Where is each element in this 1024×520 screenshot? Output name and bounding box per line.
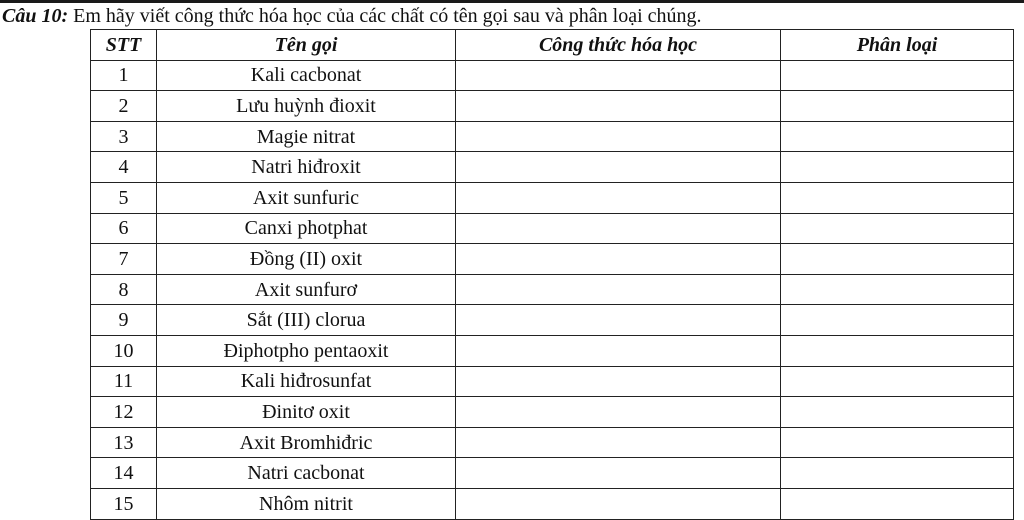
- table-row: [91, 305, 1014, 336]
- name-cell: Lưu huỳnh đioxit: [157, 91, 456, 122]
- type-cell[interactable]: [781, 182, 1014, 213]
- formula-cell[interactable]: [456, 305, 781, 336]
- stt-cell: 5: [91, 182, 157, 213]
- question-text: Em hãy viết công thức hóa học của các chất có tên gọi sau và phân loại chúng.: [68, 5, 702, 27]
- name-cell: Nhôm nitrit: [157, 488, 456, 519]
- stt-cell: 13: [91, 427, 157, 458]
- formula-cell[interactable]: [456, 335, 781, 366]
- formula-cell[interactable]: [456, 366, 781, 397]
- formula-cell[interactable]: [456, 458, 781, 489]
- table-row: [91, 397, 1014, 428]
- type-cell[interactable]: [781, 366, 1014, 397]
- type-cell[interactable]: [781, 152, 1014, 183]
- stt-cell: 8: [91, 274, 157, 305]
- type-cell[interactable]: [781, 335, 1014, 366]
- name-cell: Đinitơ oxit: [157, 397, 456, 428]
- stt-cell: 11: [91, 366, 157, 397]
- name-cell: Magie nitrat: [157, 121, 456, 152]
- header-formula: Công thức hóa học: [456, 30, 781, 61]
- type-cell[interactable]: [781, 488, 1014, 519]
- name-cell: Kali cacbonat: [157, 60, 456, 91]
- table-row: [91, 366, 1014, 397]
- table-row: [91, 152, 1014, 183]
- table-row: [91, 121, 1014, 152]
- name-cell: Axit Bromhiđric: [157, 427, 456, 458]
- table-row: [91, 213, 1014, 244]
- stt-cell: 14: [91, 458, 157, 489]
- formula-cell[interactable]: [456, 182, 781, 213]
- type-cell[interactable]: [781, 458, 1014, 489]
- table-row: [91, 91, 1014, 122]
- name-cell: Kali hiđrosunfat: [157, 366, 456, 397]
- type-cell[interactable]: [781, 305, 1014, 336]
- type-cell[interactable]: [781, 427, 1014, 458]
- type-cell[interactable]: [781, 60, 1014, 91]
- name-cell: Axit sunfurơ: [157, 274, 456, 305]
- table-row: [91, 488, 1014, 519]
- stt-cell: 7: [91, 244, 157, 275]
- stt-cell: 2: [91, 91, 157, 122]
- table-row: [91, 458, 1014, 489]
- table-row: [91, 427, 1014, 458]
- header-name: Tên gọi: [157, 30, 456, 61]
- table-row: [91, 244, 1014, 275]
- stt-cell: 15: [91, 488, 157, 519]
- header-type: Phân loại: [781, 30, 1014, 61]
- formula-cell[interactable]: [456, 427, 781, 458]
- formula-cell[interactable]: [456, 91, 781, 122]
- name-cell: Điphotpho pentaoxit: [157, 335, 456, 366]
- table-row: [91, 182, 1014, 213]
- stt-cell: 4: [91, 152, 157, 183]
- stt-cell: 6: [91, 213, 157, 244]
- formula-cell[interactable]: [456, 213, 781, 244]
- chemical-table: [90, 29, 1014, 520]
- table-row: [91, 60, 1014, 91]
- type-cell[interactable]: [781, 121, 1014, 152]
- type-cell[interactable]: [781, 213, 1014, 244]
- table-header-row: [91, 30, 1014, 61]
- formula-cell[interactable]: [456, 244, 781, 275]
- stt-cell: 1: [91, 60, 157, 91]
- name-cell: Natri hiđroxit: [157, 152, 456, 183]
- formula-cell[interactable]: [456, 274, 781, 305]
- name-cell: Sắt (III) clorua: [157, 305, 456, 336]
- name-cell: Đồng (II) oxit: [157, 244, 456, 275]
- type-cell[interactable]: [781, 91, 1014, 122]
- stt-cell: 10: [91, 335, 157, 366]
- formula-cell[interactable]: [456, 152, 781, 183]
- name-cell: Natri cacbonat: [157, 458, 456, 489]
- top-rule: [0, 0, 1024, 3]
- name-cell: Canxi photphat: [157, 213, 456, 244]
- formula-cell[interactable]: [456, 121, 781, 152]
- formula-cell[interactable]: [456, 488, 781, 519]
- header-stt: STT: [91, 30, 157, 61]
- formula-cell[interactable]: [456, 60, 781, 91]
- table-row: [91, 335, 1014, 366]
- stt-cell: 9: [91, 305, 157, 336]
- table-row: [91, 274, 1014, 305]
- type-cell[interactable]: [781, 397, 1014, 428]
- question-label: Câu 10:: [2, 5, 69, 27]
- type-cell[interactable]: [781, 274, 1014, 305]
- stt-cell: 3: [91, 121, 157, 152]
- question-prompt: [2, 4, 702, 28]
- type-cell[interactable]: [781, 244, 1014, 275]
- stt-cell: 12: [91, 397, 157, 428]
- formula-cell[interactable]: [456, 397, 781, 428]
- name-cell: Axit sunfuric: [157, 182, 456, 213]
